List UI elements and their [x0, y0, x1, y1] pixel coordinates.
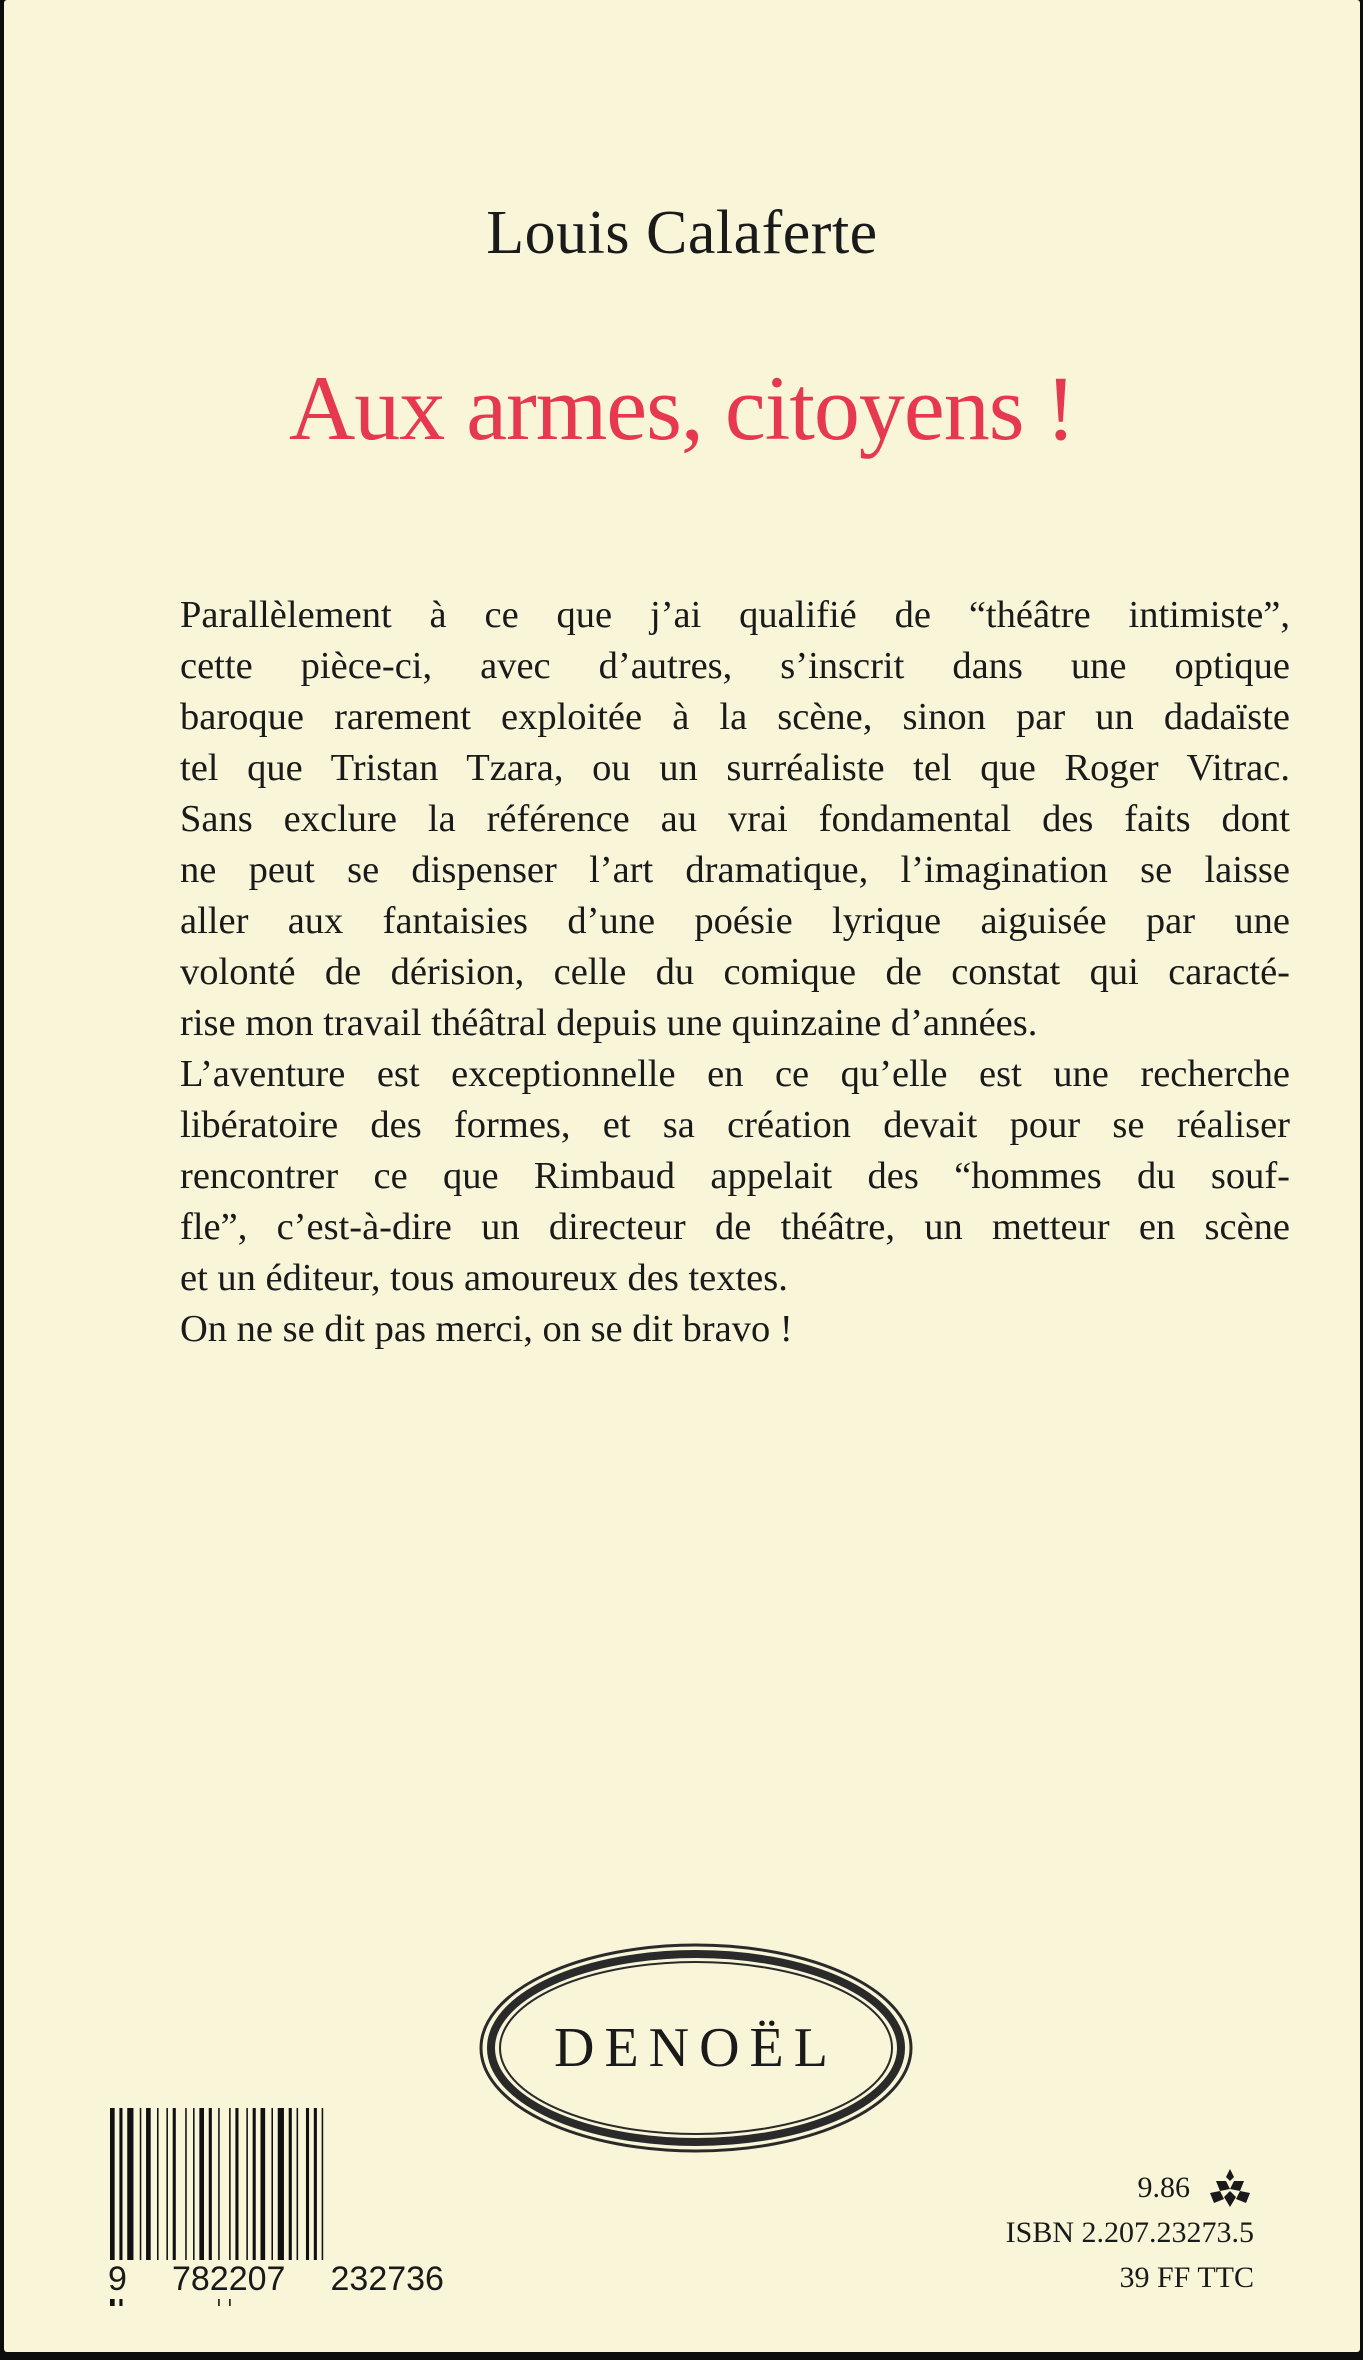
blurb-line: L’aventure est exceptionnelle en ce qu’elle est une recherche — [180, 1053, 1290, 1095]
barcode-bar — [157, 2108, 159, 2268]
barcode-bar — [289, 2108, 292, 2268]
barcode-bar — [271, 2108, 273, 2268]
blurb-line: ne peut se dispenser l’art dramatique, l’imagination se laisse — [180, 849, 1290, 891]
barcode-bar — [193, 2108, 195, 2268]
barcode-bar — [199, 2108, 204, 2268]
price: 39 FF TTC — [1119, 2261, 1254, 2294]
barcode-bar — [246, 2108, 248, 2268]
barcode-bar — [173, 2108, 176, 2268]
blurb-line: Parallèlement à ce que j’ai qualifié de “théâtre intimiste”, — [180, 594, 1290, 636]
isbn: ISBN 2.207.23273.5 — [1005, 2216, 1254, 2249]
barcode-bar — [209, 2108, 212, 2268]
barcode-digit-group: 9 — [108, 2260, 127, 2298]
barcode-digit-group: 232736 — [330, 2260, 444, 2298]
author-name: Louis Calaferte — [486, 199, 878, 267]
book-title: Aux armes, citoyens ! — [288, 357, 1076, 459]
blurb-line: Sans exclure la référence au vrai fondamental des faits dont — [180, 798, 1290, 840]
barcode-bar — [185, 2108, 187, 2268]
publisher-name: DENOËL — [554, 2017, 838, 2079]
barcode-bar — [261, 2108, 266, 2268]
blurb-line: aller aux fantaisies d’une poésie lyrique aiguisée par une — [180, 900, 1290, 942]
barcode-bar — [297, 2108, 299, 2268]
blurb-line: baroque rarement exploitée à la scène, sinon par un dadaïste — [180, 696, 1290, 738]
publisher-emblem-icon — [1206, 2167, 1254, 2209]
blurb-line: volonté de dérision, celle du comique de constat qui caracté- — [180, 951, 1290, 993]
book-back-cover — [4, 0, 1360, 2352]
barcode-bar — [278, 2108, 284, 2268]
publisher-logo — [474, 1938, 918, 2158]
blurb-line: tel que Tristan Tzara, ou un surréaliste tel que Roger Vitrac. — [180, 747, 1290, 789]
barcode-bar — [314, 2108, 317, 2268]
blurb-line: libératoire des formes, et sa création devait pour se réaliser — [180, 1104, 1290, 1146]
barcode-bar — [127, 2108, 133, 2268]
barcode-bar — [253, 2108, 256, 2268]
barcode-bar — [146, 2108, 151, 2268]
barcode-bar — [306, 2108, 309, 2268]
code-row — [954, 2165, 1254, 2210]
publication-info — [954, 2165, 1254, 2300]
barcode-digits — [108, 2260, 444, 2299]
barcode-bar — [140, 2108, 142, 2268]
blurb-line: cette pièce-ci, avec d’autres, s’inscrit dans une optique — [180, 645, 1290, 687]
barcode-bar — [166, 2108, 168, 2268]
blurb — [180, 590, 1290, 1355]
blurb-line: On ne se dit pas merci, on se dit bravo ! — [180, 1308, 793, 1350]
barcode-digit-group: 782207 — [171, 2260, 286, 2298]
blurb-line: fle”, c’est-à-dire un directeur de théâtre, un metteur en scène — [180, 1206, 1290, 1248]
blurb-line: et un éditeur, tous amoureux des textes. — [180, 1257, 788, 1299]
barcode-bar — [235, 2108, 238, 2268]
edition-code: 9.86 — [1137, 2171, 1190, 2204]
blurb-line: rencontrer ce que Rimbaud appelait des “hommes du souf- — [180, 1155, 1290, 1197]
barcode-bar — [322, 2108, 324, 2268]
blurb-line: rise mon travail théâtral depuis une quinzaine d’années. — [180, 1002, 1038, 1044]
